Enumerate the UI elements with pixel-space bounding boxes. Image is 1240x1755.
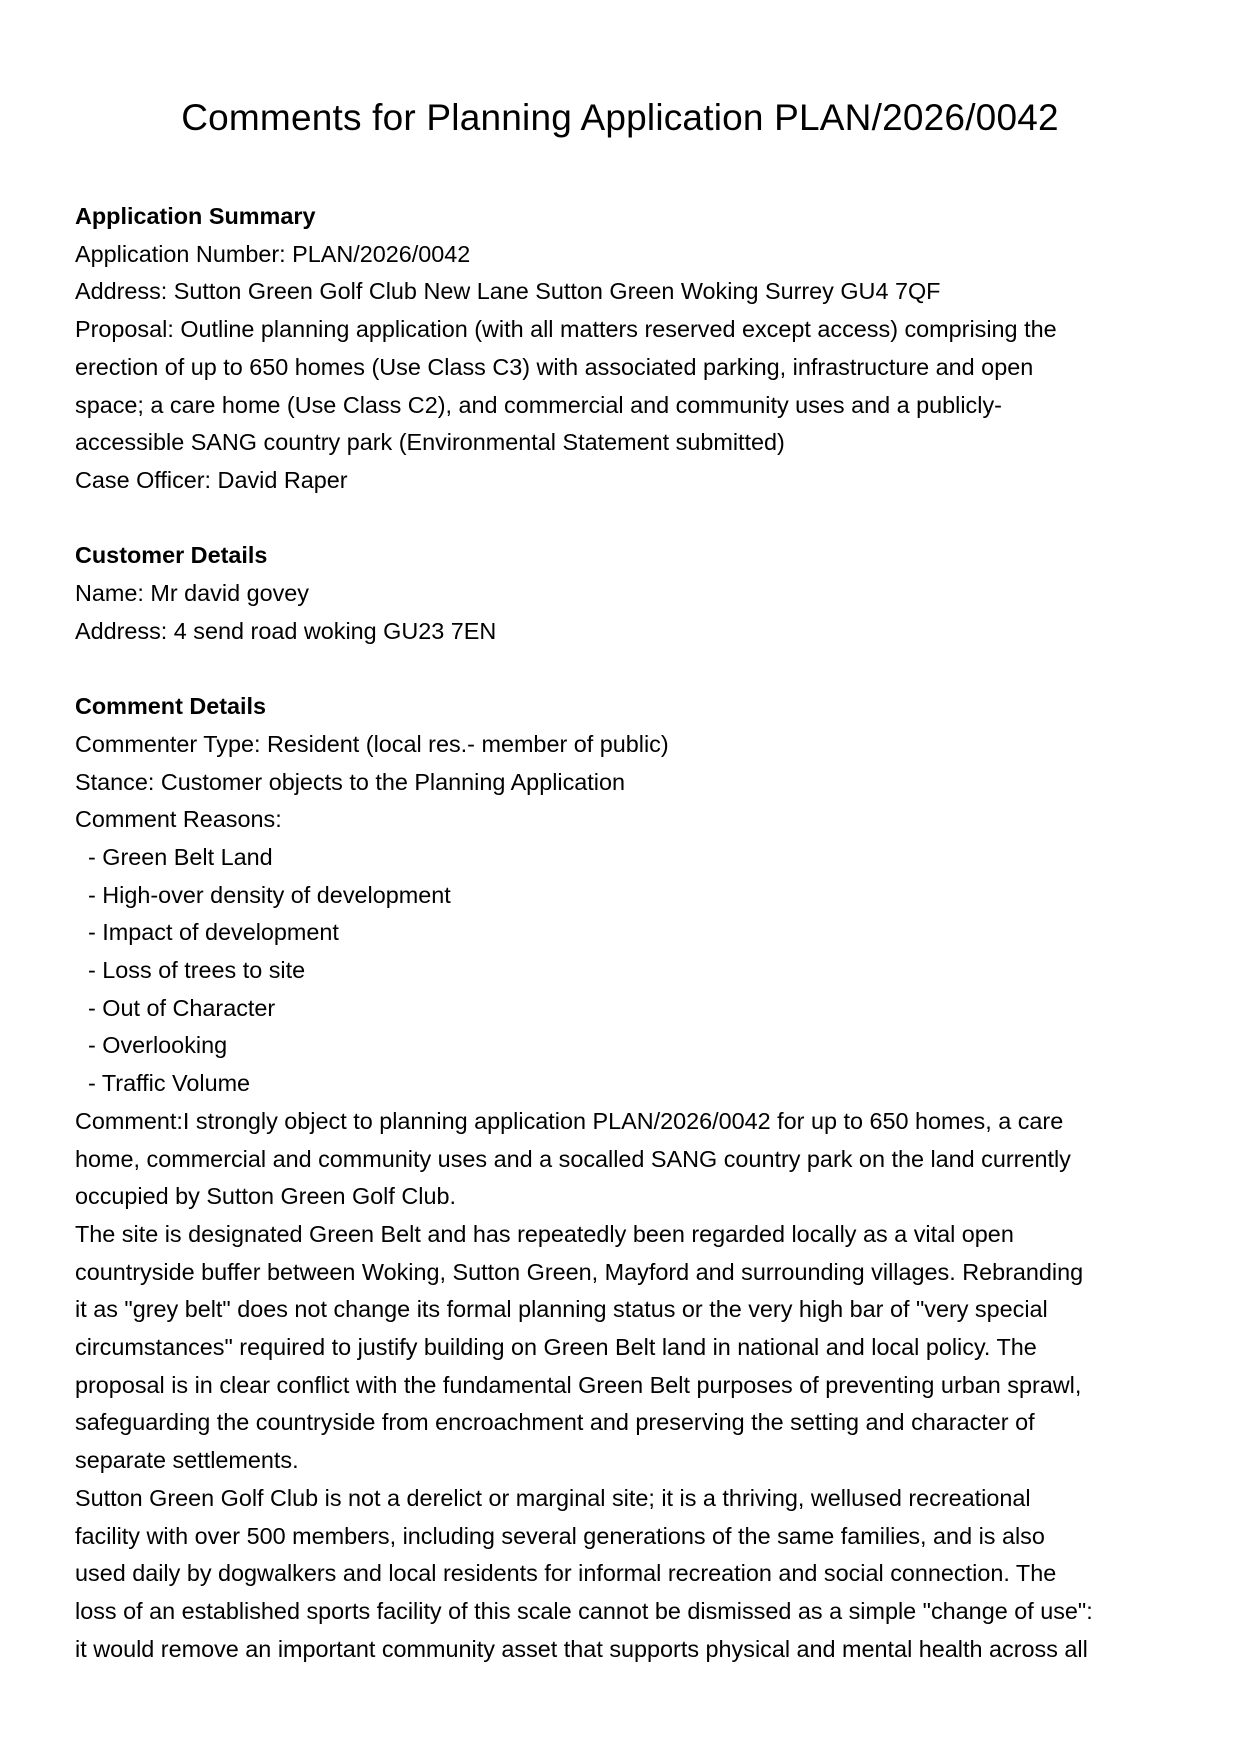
comment-reason-item: - High-over density of development xyxy=(88,881,451,908)
commenter-type: Commenter Type: Resident (local res.- member of public) xyxy=(75,730,669,757)
customer-name: Name: Mr david govey xyxy=(75,580,309,607)
comment-reason-item: - Overlooking xyxy=(88,1032,228,1059)
comment-text-line: proposal is in clear conflict with the fundamental Green Belt purposes of preventing urban sprawl, xyxy=(75,1371,1082,1398)
comment-details-heading: Comment Details xyxy=(75,693,267,720)
comment-text-line: facility with over 500 members, including several generations of the same families, and is also xyxy=(75,1522,1045,1549)
comment-text-line: used daily by dogwalkers and local residents for informal recreation and social connection. The xyxy=(75,1560,1057,1587)
document-body xyxy=(75,198,1175,1668)
customer-details-heading: Customer Details xyxy=(75,542,268,569)
section-spacer xyxy=(75,500,1175,538)
comment-text-line: occupied by Sutton Green Golf Club. xyxy=(75,1183,456,1210)
application-address: Address: Sutton Green Golf Club New Lane Sutton Green Woking Surrey GU4 7QF xyxy=(75,278,941,305)
customer-details-section xyxy=(75,537,1175,650)
comment-text-line: Sutton Green Golf Club is not a derelict or marginal site; it is a thriving, wellused recreational xyxy=(75,1484,1031,1511)
comment-details-section xyxy=(75,688,1175,1668)
comment-reason-item: - Green Belt Land xyxy=(88,843,273,870)
comment-text-line: loss of an established sports facility of this scale cannot be dismissed as a simple "change of use": xyxy=(75,1597,1093,1624)
comment-text-line: safeguarding the countryside from encroachment and preserving the setting and character of xyxy=(75,1409,1035,1436)
proposal-line: accessible SANG country park (Environmental Statement submitted) xyxy=(75,429,785,456)
comment-text-line: home, commercial and community uses and a socalled SANG country park on the land currently xyxy=(75,1145,1071,1172)
proposal-line: Proposal: Outline planning application (with all matters reserved except access) comprising the xyxy=(75,316,1057,343)
comment-reason-item: - Out of Character xyxy=(88,994,276,1021)
application-summary-heading: Application Summary xyxy=(75,203,316,229)
stance: Stance: Customer objects to the Planning Application xyxy=(75,768,626,795)
comment-reason-item: - Traffic Volume xyxy=(88,1070,251,1097)
comment-text-line: Comment:I strongly object to planning application PLAN/2026/0042 for up to 650 homes, a care xyxy=(75,1107,1064,1134)
comment-reason-item: - Loss of trees to site xyxy=(88,957,306,984)
comment-text-line: it would remove an important community asset that supports physical and mental health across all xyxy=(75,1635,1088,1662)
application-summary-section xyxy=(75,198,1175,500)
comment-reasons-label: Comment Reasons: xyxy=(75,806,282,833)
page-title: Comments for Planning Application PLAN/2026/0042 xyxy=(181,97,1059,138)
proposal-line: space; a care home (Use Class C2), and commercial and community uses and a publicly- xyxy=(75,391,1002,418)
comment-text-line: countryside buffer between Woking, Sutton Green, Mayford and surrounding villages. Rebranding xyxy=(75,1258,1084,1285)
section-spacer xyxy=(75,650,1175,688)
comment-reason-item: - Impact of development xyxy=(88,919,339,946)
comment-text-line: separate settlements. xyxy=(75,1447,299,1474)
proposal-line: erection of up to 650 homes (Use Class C3) with associated parking, infrastructure and open xyxy=(75,353,1034,380)
case-officer: Case Officer: David Raper xyxy=(75,466,348,493)
comment-text-line: it as "grey belt" does not change its formal planning status or the very high bar of "very special xyxy=(75,1296,1048,1323)
application-number: Application Number: PLAN/2026/0042 xyxy=(75,240,471,267)
customer-address: Address: 4 send road woking GU23 7EN xyxy=(75,617,497,644)
comment-text-line: circumstances" required to justify building on Green Belt land in national and local policy. The xyxy=(75,1334,1037,1361)
comment-text-line: The site is designated Green Belt and has repeatedly been regarded locally as a vital open xyxy=(75,1220,1014,1247)
